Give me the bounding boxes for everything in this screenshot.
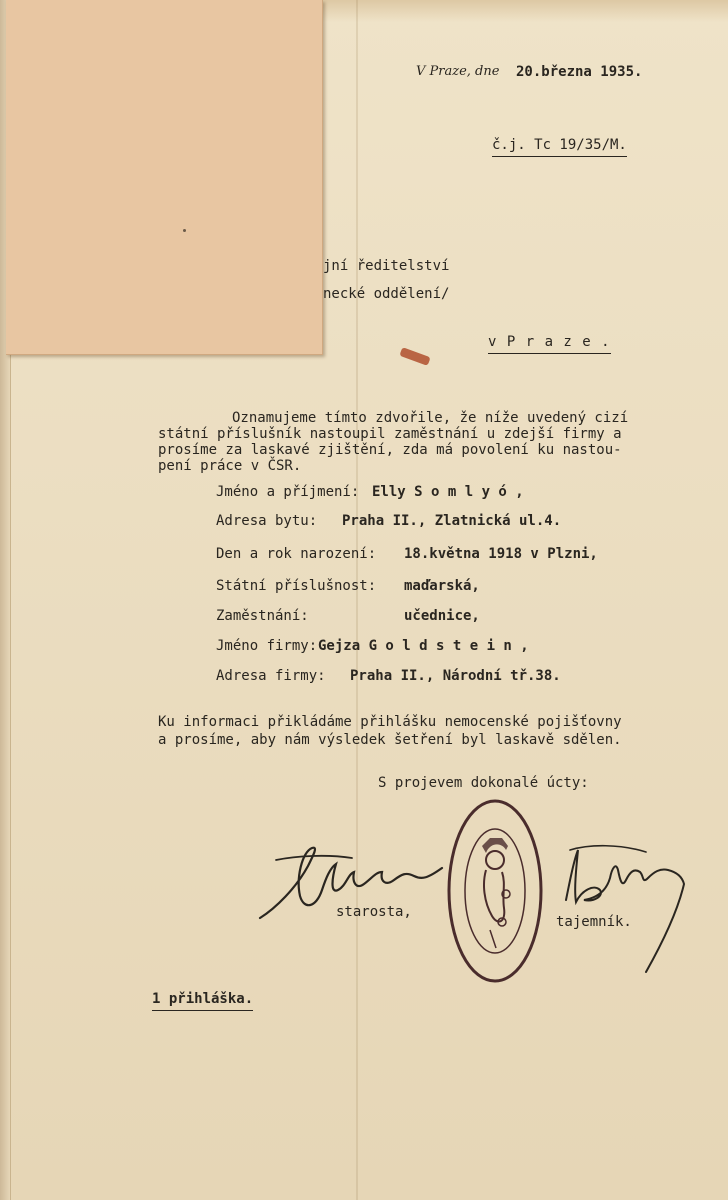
field-label-company-address: Adresa firmy: (216, 668, 326, 684)
recipient-city: v P r a z e . (488, 334, 611, 354)
body-line-2: státní příslušník nastoupil zaměstnání u zdejší firmy a (158, 426, 622, 442)
reference-number: č.j. Tc 19/35/M. (492, 137, 627, 157)
field-value-address: Praha II., Zlatnická ul.4. (342, 513, 562, 529)
closing-line-2: a prosíme, aby nám výsledek šetření byl laskavě sdělen. (158, 732, 622, 748)
closing-line-1: Ku informaci přikládáme přihlášku nemocenské pojišťovny (158, 714, 622, 730)
letter-date: 20.března 1935. (516, 64, 643, 80)
red-ink-mark (399, 347, 430, 366)
attached-paper-slip (6, 0, 323, 355)
recipient-line-2: necké oddělení/ (323, 286, 450, 302)
field-label-company: Jméno firmy: (216, 638, 318, 654)
body-line-1: Oznamujeme tímto zdvořile, že níže uvedený cizí (232, 410, 629, 426)
place-date-prefix: V Praze, dne (416, 64, 500, 79)
body-line-3: prosíme za laskavé zjištění, zda má povolení ku nastou- (158, 442, 622, 458)
slip-mark (183, 229, 186, 232)
field-label-occupation: Zaměstnání: (216, 608, 309, 624)
official-stamp (446, 798, 544, 984)
role-starosta: starosta, (336, 904, 412, 920)
field-value-birth: 18.května 1918 v Plzni, (404, 546, 598, 562)
field-label-address: Adresa bytu: (216, 513, 318, 529)
recipient-line-1: jní ředitelství (323, 258, 450, 274)
role-tajemnik: tajemník. (556, 914, 632, 930)
paper-fold-line (356, 0, 358, 1200)
field-label-name: Jméno a příjmení: (216, 484, 360, 500)
tajemnik-signature (560, 840, 690, 980)
field-label-birth: Den a rok narození: (216, 546, 377, 562)
field-value-occupation: učednice, (404, 608, 480, 624)
field-value-company: Gejza G o l d s t e i n , (318, 638, 529, 654)
field-value-name: Elly S o m l y ó , (372, 484, 524, 500)
enclosure-note: 1 přihláška. (152, 991, 253, 1011)
field-value-company-address: Praha II., Národní tř.38. (350, 668, 561, 684)
field-label-nationality: Státní příslušnost: (216, 578, 377, 594)
stamp-seal-icon (446, 798, 544, 984)
field-value-nationality: maďarská, (404, 578, 480, 594)
body-line-4: pení práce v ČSR. (158, 458, 302, 474)
regards-line: S projevem dokonalé úcty: (378, 775, 589, 791)
